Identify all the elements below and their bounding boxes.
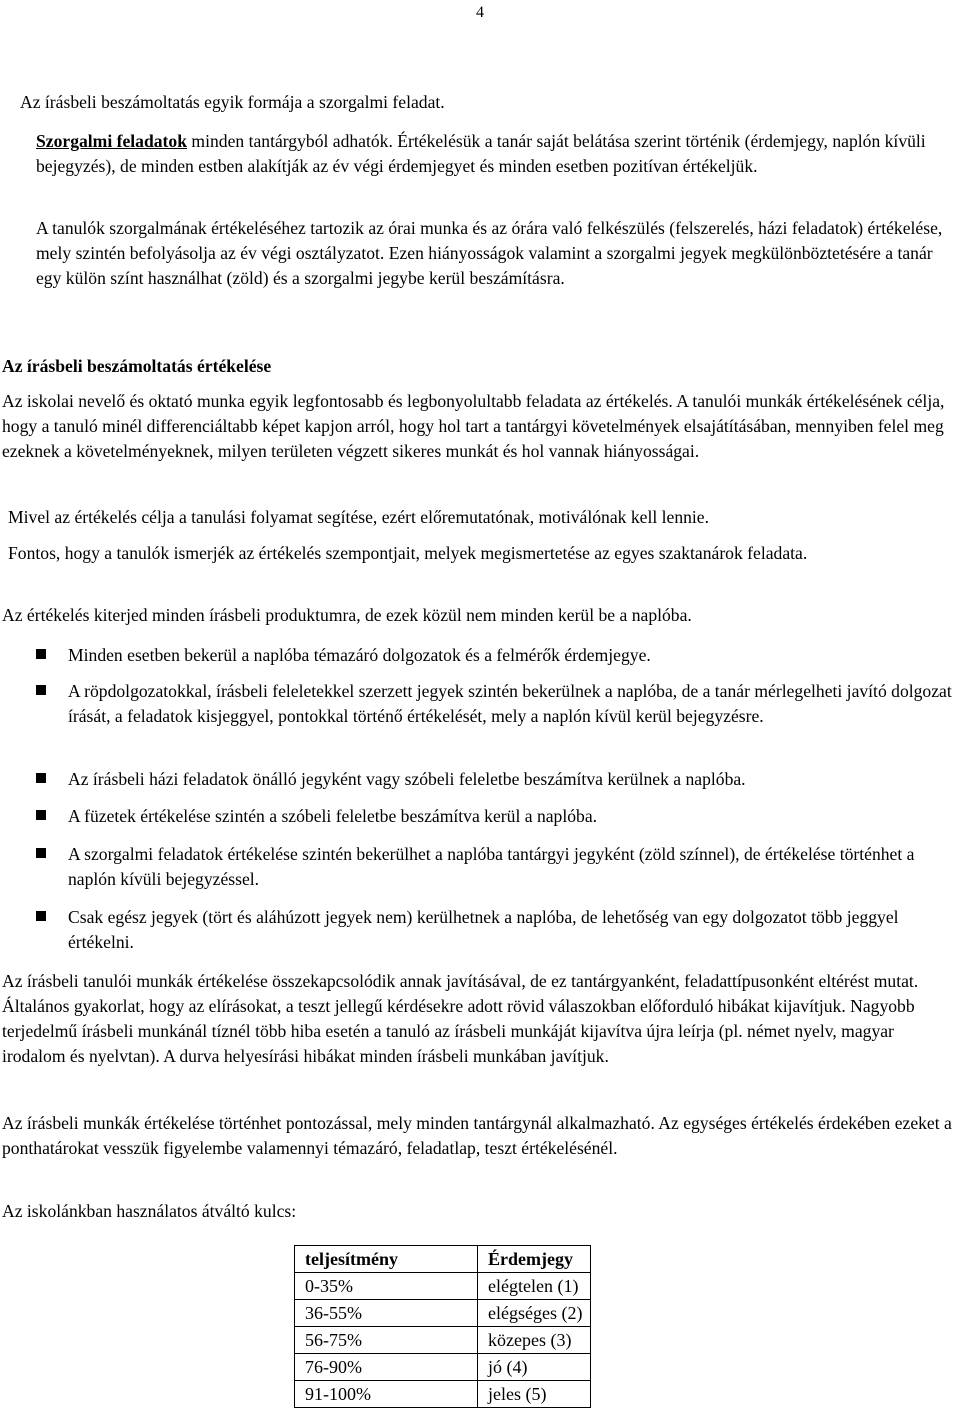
bullet-square-icon <box>36 810 46 820</box>
list-item: Minden esetben bekerül a naplóba témazáró dolgozatok és a felmérők érdemjegye. <box>36 643 960 668</box>
paragraph-atvalto-kulcs: Az iskolánkban használatos átváltó kulcs: <box>2 1201 297 1221</box>
bullet-square-icon <box>36 848 46 858</box>
szorgalmi-feladatok-term: Szorgalmi feladatok <box>36 131 187 151</box>
table-row <box>295 1327 591 1354</box>
table-cell: 0-35% <box>295 1273 478 1300</box>
paragraph-intro: Az írásbeli beszámoltatás egyik formája a szorgalmi feladat. <box>20 92 445 112</box>
list-item: Az írásbeli házi feladatok önálló jegyként vagy szóbeli feleletbe beszámítva kerülnek a naplóba. <box>36 767 960 792</box>
table-cell: jó (4) <box>478 1354 591 1381</box>
bullet-square-icon <box>36 685 46 695</box>
list-item: Csak egész jegyek (tört és aláhúzott jegyek nem) kerülhetnek a naplóba, de lehetőség van egy dolgozatot több jeggyel értékelni. <box>36 905 960 955</box>
page-number: 4 <box>476 4 484 21</box>
table-cell: jeles (5) <box>478 1381 591 1408</box>
column-header-teljesitmeny: teljesítmény <box>295 1246 478 1273</box>
paragraph-pontozas: Az írásbeli munkák értékelése történhet pontozással, mely minden tantárgynál alkalmazható. Az egységes értékelés érdekében ezeket a ponthatárokat vesszük figyelembe valamennyi témazáró, feladatlap, teszt értékelésénél. <box>2 1113 952 1158</box>
table-cell: 56-75% <box>295 1327 478 1354</box>
grade-conversion-table <box>294 1245 591 1408</box>
table-cell: közepes (3) <box>478 1327 591 1354</box>
table-row <box>295 1273 591 1300</box>
table-cell: 91-100% <box>295 1381 478 1408</box>
table-cell: elégséges (2) <box>478 1300 591 1327</box>
list-item: A szorgalmi feladatok értékelése szintén bekerülhet a naplóba tantárgyi jegyként (zöld színnel), de értékelése történhet a naplón kívüli bejegyzéssel. <box>36 842 960 892</box>
paragraph-szempontok: Fontos, hogy a tanulók ismerjék az értékelés szempontjait, melyek megismertetése az egyes szaktanárok feladata. <box>8 543 808 563</box>
paragraph-szorgalmi-text: minden tantárgyból adhatók. Értékelésük a tanár saját belátása szerint történik (érdemjegy, naplón kívüli bejegyzés), de minden estben alakítják az év végi érdemjegyet és minden esetben pozitívan értékeljük. <box>36 131 926 176</box>
table-cell: 76-90% <box>295 1354 478 1381</box>
paragraph-szorgalmi <box>36 129 956 179</box>
paragraph-ertekeles-cel: Az iskolai nevelő és oktató munka egyik legfontosabb és legbonyolultabb feladata az értékelés. A tanulói munkák értékelésének célja, hogy a tanuló minél differenciáltabb képet kapjon arról, hogy hol tart a tantárgyi követelmények elsajátításában, mennyiben felel meg ezeknek a követelményeknek, milyen területen végzett sikeres munkát és hol vannak hiányosságai. <box>2 391 945 461</box>
paragraph-motivalo: Mivel az értékelés célja a tanulási folyamat segítése, ezért előremutatónak, motiválónak kell lennie. <box>8 507 710 527</box>
bullet-square-icon <box>36 911 46 921</box>
table-cell: 36-55% <box>295 1300 478 1327</box>
paragraph-szorgalom-ertekeles: A tanulók szorgalmának értékeléséhez tartozik az órai munka és az órára való felkészülés (felszerelés, házi feladatok) értékelése, mely szintén befolyásolja az év végi osztályzatot. Ezen hiányosságok valamint a szorgalmi jegyek megkülönböztetésére a tanár egy külön színt használhat (zöld) és a szorgalmi jegybe kerül beszámításra. <box>36 218 943 288</box>
table-row <box>295 1300 591 1327</box>
table-cell: elégtelen (1) <box>478 1273 591 1300</box>
paragraph-produktum: Az értékelés kiterjed minden írásbeli produktumra, de ezek közül nem minden kerül be a naplóba. <box>2 605 692 625</box>
bullet-square-icon <box>36 773 46 783</box>
table-row <box>295 1354 591 1381</box>
column-header-erdemjegy: Érdemjegy <box>478 1246 591 1273</box>
table-header-row <box>295 1246 591 1273</box>
paragraph-javitas: Az írásbeli tanulói munkák értékelése összekapcsolódik annak javításával, de ez tantárgyanként, feladattípusonként eltérést mutat. Általános gyakorlat, hogy az elírásokat, a teszt jellegű kérdésekre adott rövid válaszokban előforduló hibákat kijavítjuk. Nagyobb terjedelmű írásbeli munkánál tíznél több hiba esetén a tanuló az írásbeli munkáját kijavítva újra leírja (pl. német nyelv, magyar irodalom és nyelvtan). A durva helyesírási hibákat minden írásbeli munkában javítjuk. <box>2 971 919 1066</box>
list-item: A füzetek értékelése szintén a szóbeli feleletbe beszámítva kerül a naplóba. <box>36 804 960 829</box>
section-heading: Az írásbeli beszámoltatás értékelése <box>2 356 272 376</box>
list-item: A röpdolgozatokkal, írásbeli feleletekkel szerzett jegyek szintén bekerülnek a naplóba, de a tanár mérlegelheti javító dolgozat írását, a feladatok kisjeggyel, pontokkal történő értékelését, mely a naplón kívül kerül bejegyzésre. <box>36 679 960 729</box>
table-row <box>295 1381 591 1408</box>
bullet-square-icon <box>36 649 46 659</box>
